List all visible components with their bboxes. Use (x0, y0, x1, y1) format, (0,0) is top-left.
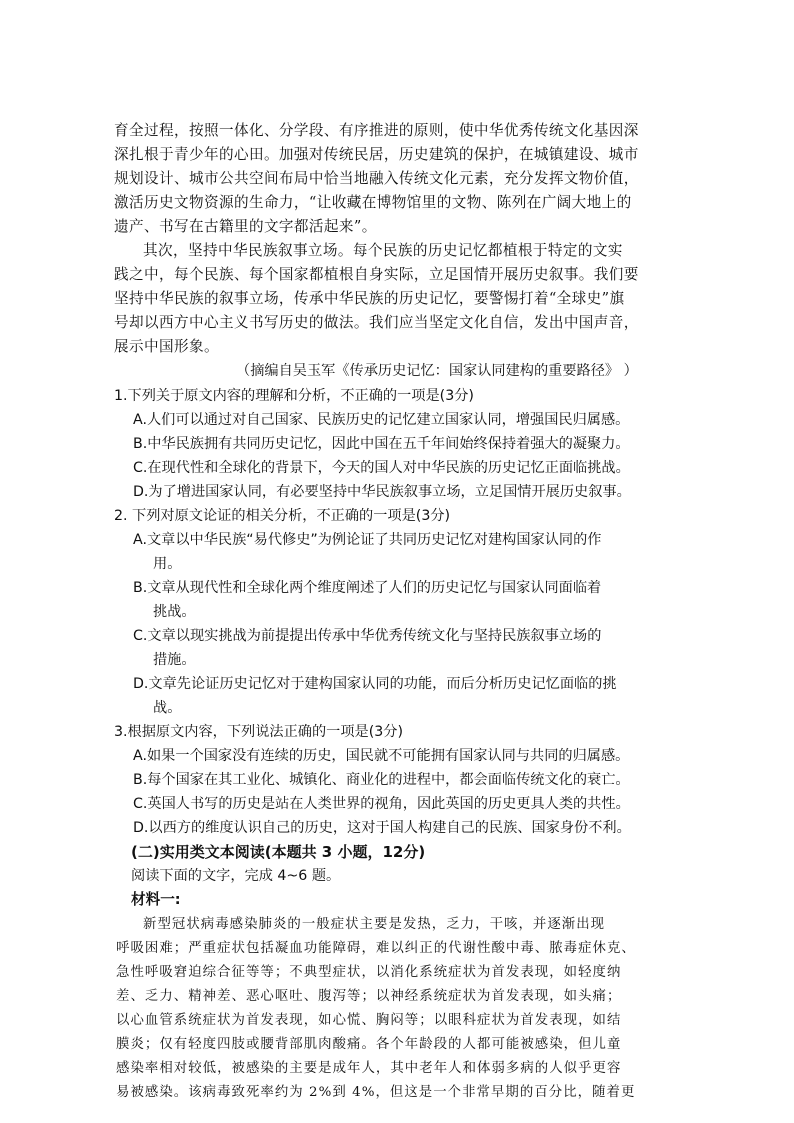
passage-line: 深扎根于青少年的心田。加强对传统民居，历史建筑的保护，在城镇建设、城市 (114, 146, 639, 163)
passage-line: 坚持中华民族的叙事立场，传承中华民族的历史记忆，要警惕打着“全球史”旗 (114, 290, 625, 307)
source-citation: （摘编自吴玉军《传承历史记忆：国家认同建构的重要路径》 ） (236, 363, 638, 379)
question-3-option-b: B.每个国家在其工业化、城镇化、商业化的进程中，都会面临传统文化的衰亡。 (133, 772, 630, 788)
question-2-option-b: B.文章从现代性和全球化两个维度阐述了人们的历史记忆与国家认同面临着 (133, 580, 602, 596)
question-3-stem: 3.根据原文内容，下列说法正确的一项是(3分) (114, 724, 404, 740)
material-line: 新型冠状病毒感染肺炎的一般症状主要是发热，乏力，干咳，并逐渐出现 (143, 917, 606, 932)
question-1-option-c: C.在现代性和全球化的背景下，今天的国人对中华民族的历史记忆正面临挑战。 (133, 460, 630, 476)
question-2-option-c: C.文章以现实挑战为前提提出传承中华优秀传统文化与坚持民族叙事立场的 (133, 628, 602, 644)
passage-line: 其次，坚持中华民族叙事立场。每个民族的历史记忆都植根于特定的文实 (143, 242, 623, 259)
passage-line: 育全过程，按照一体化、分学段、有序推进的原则，使中华优秀传统文化基因深 (114, 122, 639, 139)
question-1-option-a: A.人们可以通过对自己国家、民族历史的记忆建立国家认同，增强国民归属感。 (133, 412, 630, 428)
question-3-option-a: A.如果一个国家没有连续的历史，国民就不可能拥有国家认同与共同的归属感。 (133, 748, 630, 764)
passage-line: 展示中国形象。 (114, 338, 219, 355)
material-line: 差、乏力、精神差、恶心呕吐、腹泻等；以神经系统症状为首发表现，如头痛； (116, 989, 622, 1004)
question-3-option-d: D.以西方的维度认识自己的历史，这对于国人构建自己的民族、国家身份不利。 (133, 820, 631, 836)
question-2-option-d-cont: 战。 (153, 700, 182, 716)
question-2-option-c-cont: 措施。 (153, 652, 196, 668)
passage-line: 践之中，每个民族、每个国家都植根自身实际，立足国情开展历史叙事。我们要 (114, 266, 639, 283)
material-1-label: 材料一: (131, 891, 181, 908)
question-2-option-a: A.文章以中华民族“易代修史”为例论证了共同历史记忆对建构国家认同的作 (133, 532, 602, 548)
material-line: 易被感染。该病毒致死率约为 2%到 4%，但这是一个非常早期的百分比，随着更 (116, 1085, 636, 1100)
question-1-option-b: B.中华民族拥有共同历史记忆，因此中国在五千年间始终保持着强大的凝聚力。 (133, 436, 630, 452)
section-2-heading: (二)实用类文本阅读(本题共 3 小题，12分) (131, 843, 426, 861)
passage-line: 号却以西方中心主义书写历史的做法。我们应当坚定文化自信，发出中国声音， (114, 314, 639, 331)
passage-line: 规划设计、城市公共空间布局中恰当地融入传统文化元素，充分发挥文物价值， (114, 170, 639, 187)
material-line: 急性呼吸窘迫综合征等等；不典型症状，以消化系统症状为首发表现，如轻度纳 (116, 965, 622, 980)
question-1-stem: 1.下列关于原文内容的理解和分析，不正确的一项是(3分) (114, 388, 474, 404)
material-line: 感染率相对较低，被感染的主要是成年人，其中老年人和体弱多病的人似乎更容 (116, 1061, 622, 1076)
material-line: 呼吸困难；严重症状包括凝血功能障碍，难以纠正的代谢性酸中毒、脓毒症休克、 (116, 941, 636, 956)
question-3-option-c: C.英国人书写的历史是站在人类世界的视角，因此英国的历史更具人类的共性。 (133, 796, 630, 812)
question-2-stem: 2. 下列对原文论证的相关分析，不正确的一项是(3分) (114, 508, 451, 524)
material-line: 膜炎；仅有轻度四肢或腰背部肌肉酸痛。各个年龄段的人都可能被感染，但儿童 (116, 1037, 622, 1052)
question-2-option-a-cont: 用。 (153, 556, 182, 572)
passage-line: 激活历史文物资源的生命力，“让收藏在博物馆里的文物、陈列在广阔大地上的 (114, 194, 632, 211)
question-1-option-d: D.为了增进国家认同，有必要坚持中华民族叙事立场，立足国情开展历史叙事。 (133, 484, 631, 500)
question-2-option-b-cont: 挑战。 (153, 604, 196, 620)
material-line: 以心血管系统症状为首发表现，如心慌、胸闷等；以眼科症状为首发表现，如结 (116, 1013, 622, 1028)
question-2-option-d: D.文章先论证历史记忆对于建构国家认同的功能，而后分析历史记忆面临的挑 (133, 676, 617, 692)
passage-line: 遗产、书写在古籍里的文字都活起来”。 (114, 218, 377, 235)
section-2-instruction: 阅读下面的文字，完成 4~6 题。 (131, 868, 341, 884)
